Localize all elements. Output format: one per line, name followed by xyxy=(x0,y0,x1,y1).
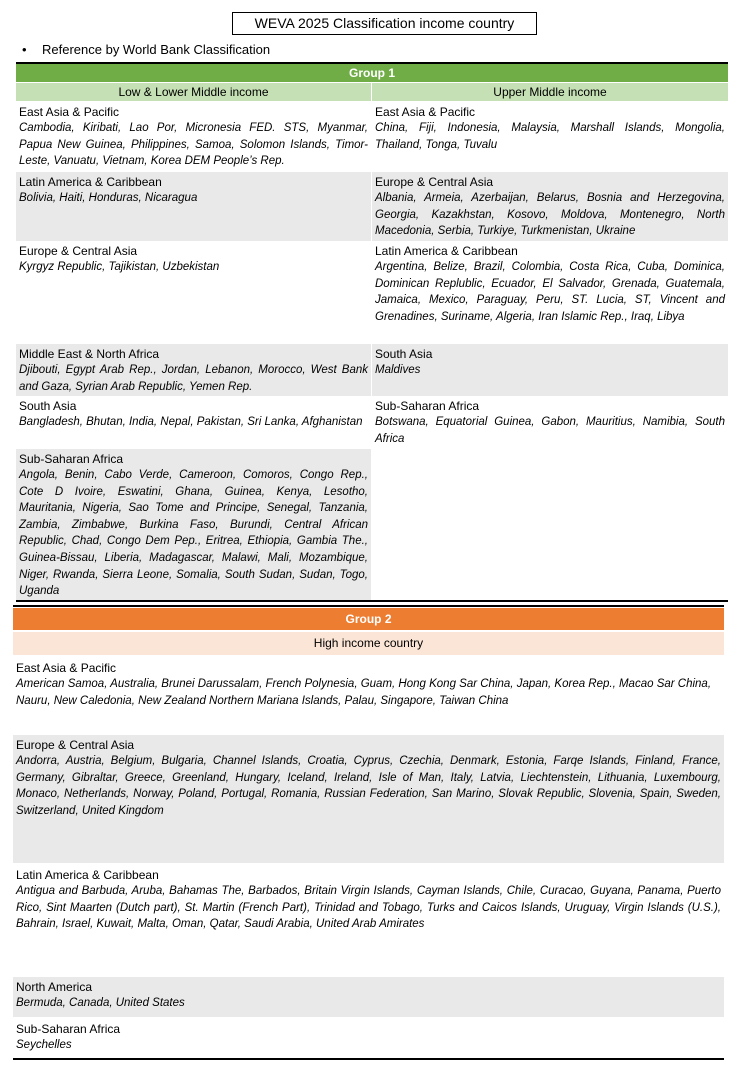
group1-right-header: Upper Middle income xyxy=(372,83,728,101)
country-list: Botswana, Equatorial Guinea, Gabon, Mauritius, Namibia, South Africa xyxy=(375,416,725,445)
region-label: Middle East & North Africa xyxy=(19,347,160,361)
group1-left-header: Low & Lower Middle income xyxy=(16,83,371,101)
country-list: Argentina, Belize, Brazil, Colombia, Costa Rica, Cuba, Dominica, Dominican Replublic, Ecuador, El Salvador, Grenada, Guatemala, Jamaica, Mexico, Paraguay, Peru, ST. Lucia, ST, Vincent and Grenadines, Suriname, Algeria, Iran Islamic Rep., Iraq, Libya xyxy=(375,261,725,323)
region-label: North America xyxy=(16,980,93,994)
country-list: Kyrgyz Republic, Tajikistan, Uzbekistan xyxy=(19,261,220,273)
region-label: Sub-Saharan Africa xyxy=(375,399,480,413)
region-label: Europe & Central Asia xyxy=(19,244,138,258)
country-list: American Samoa, Australia, Brunei Darussalam, French Polynesia, Guam, Hong Kong Sar China, Japan, Korea Rep., Macao Sar China, Nauru, New Caledonia, New Zealand Northern Mariana Islands, Palau, Singapore, Taiwan China xyxy=(16,678,712,707)
g1-right-south-asia-cell xyxy=(372,344,728,396)
region-label: Sub-Saharan Africa xyxy=(19,452,124,466)
g1-right-europe-cell xyxy=(372,172,728,241)
country-list: Djibouti, Egypt Arab Rep., Jordan, Lebanon, Morocco, West Bank and Gaza, Syrian Arab Republic, Yemen Rep. xyxy=(19,364,368,393)
page-title: WEVA 2025 Classification income country xyxy=(232,12,537,35)
g1-left-ssa-cell xyxy=(16,449,371,600)
country-list: Maldives xyxy=(375,364,421,376)
g1-left-mena-cell xyxy=(16,344,371,396)
region-label: South Asia xyxy=(375,347,433,361)
region-label: East Asia & Pacific xyxy=(16,661,117,675)
region-label: Latin America & Caribbean xyxy=(375,244,518,258)
country-list: Seychelles xyxy=(16,1039,72,1051)
group2-sub-header: High income country xyxy=(13,632,724,655)
country-list: Bangladesh, Bhutan, India, Nepal, Pakistan, Sri Lanka, Afghanistan xyxy=(19,416,363,428)
region-label: South Asia xyxy=(19,399,77,413)
reference-bullet xyxy=(22,41,270,59)
region-label: Europe & Central Asia xyxy=(375,175,494,189)
g2-north-america-cell xyxy=(13,977,724,1017)
g1-left-south-asia-cell xyxy=(16,396,371,449)
group1-bottom-rule xyxy=(16,600,728,602)
country-list: China, Fiji, Indonesia, Malaysia, Marshall Islands, Mongolia, Thailand, Tonga, Tuvalu xyxy=(375,122,725,151)
g1-left-europe-cell xyxy=(16,241,371,343)
country-list: Andorra, Austria, Belgium, Bulgaria, Channel Islands, Croatia, Cyprus, Czechia, Denmark, Estonia, Farqe Islands, Finland, France, Germany, Gibraltar, Greece, Greenland, Hungary, Iceland, Ireland, Isle of Man, Italy, Latvia, Liechtenstein, Lithuania, Luxembourg, Monaco, Netherlands, Norway, Poland, Portugal, Romania, Russian Federation, San Marino, Slovak Republic, Slovenia, Spain, Sweden, Switzerland, United Kingdom xyxy=(16,755,721,817)
bullet-icon: • xyxy=(22,42,27,57)
g2-europe-cell xyxy=(13,735,724,863)
country-list: Angola, Benin, Cabo Verde, Cameroon, Comoros, Congo Rep., Cote D Ivoire, Eswatini, Ghana, Guinea, Kenya, Lesotho, Mauritania, Nigeria, Sao Tome and Principe, Senegal, Tanzania, Zambia, Zimbabwe, Burkina Faso, Burundi, Central African Republic, Chad, Congo Dem Pep., Eritrea, Ethiopia, Gambia The., Guinea-Bissau, Liberia, Madagascar, Malawi, Mali, Mozambique, Niger, Rwanda, Sierra Leone, Somalia, South Sudan, Sudan, Togo, Uganda xyxy=(19,469,368,598)
country-list: Bolivia, Haiti, Honduras, Nicaragua xyxy=(19,192,198,204)
region-label: Sub-Saharan Africa xyxy=(16,1022,121,1036)
country-list: Albania, Armeia, Azerbaijan, Belarus, Bosnia and Herzegovina, Georgia, Kazakhstan, Kosovo, Moldova, Montenegro, North Macedonia, Serbia, Turkiye, Turkmenistan, Ukraine xyxy=(375,192,725,238)
g1-right-east-asia-cell xyxy=(372,102,728,171)
region-label: Europe & Central Asia xyxy=(16,738,135,752)
group2-bottom-rule xyxy=(13,1058,724,1060)
g1-right-latin-america-cell xyxy=(372,241,728,343)
region-label: Latin America & Caribbean xyxy=(16,868,159,882)
g1-right-ssa-cell xyxy=(372,396,728,449)
g1-left-east-asia-cell xyxy=(16,102,371,171)
group2-header: Group 2 xyxy=(13,608,724,630)
group1-header: Group 1 xyxy=(16,62,728,82)
reference-text: Reference by World Bank Classification xyxy=(42,42,271,57)
country-list: Antigua and Barbuda, Aruba, Bahamas The, Barbados, Britain Virgin Islands, Cayman Islands, Chile, Curacao, Guyana, Panama, Puerto Rico, Sint Maarten (Dutch part), St. Martin (French Part), Trinidad and Tobago, Turks and Caicos Islands, Uruguay, Virgin Islands (U.S.), Bahrain, Israel, Kuwait, Malta, Oman, Qatar, Saudi Arabia, United Arab Amirates xyxy=(16,885,721,931)
region-label: East Asia & Pacific xyxy=(19,105,120,119)
g2-east-asia-cell xyxy=(13,658,724,734)
country-list: Bermuda, Canada, United States xyxy=(16,997,185,1009)
g1-left-latin-america-cell xyxy=(16,172,371,241)
group2-top-rule xyxy=(13,605,724,607)
g2-latin-america-cell xyxy=(13,865,724,975)
region-label: East Asia & Pacific xyxy=(375,105,476,119)
country-list: Cambodia, Kiribati, Lao Por, Micronesia FED. STS, Myanmar, Papua New Guinea, Philippines, Samoa, Solomon Islands, Timor-Leste, Vanuatu, Vietnam, Korea DEM People’s Rep. xyxy=(19,122,368,168)
region-label: Latin America & Caribbean xyxy=(19,175,162,189)
g2-ssa-cell xyxy=(13,1019,724,1057)
